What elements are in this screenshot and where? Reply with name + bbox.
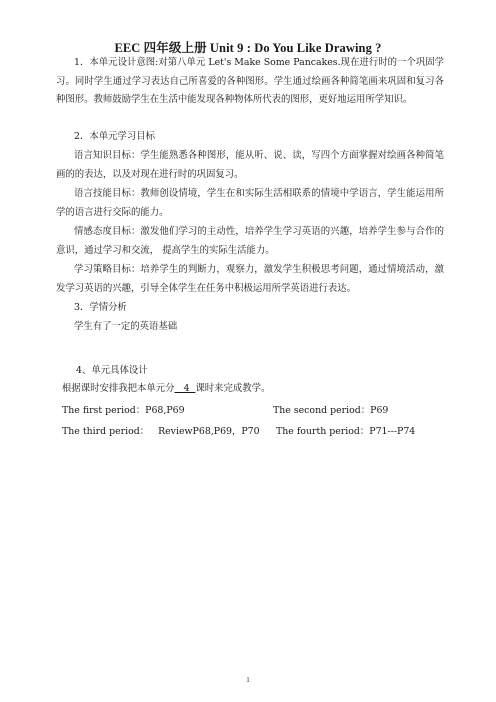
document-title: EEC 四年级上册 Unit 9 : Do You Like Drawing ? (114, 41, 382, 55)
section-heading-unit-design: 4、单元具体设计 (76, 365, 148, 376)
section-heading-objectives: 2．本单元学习目标 (74, 131, 155, 142)
lesson-plan-line (62, 382, 270, 396)
emotion-objective-paragraph: 情感态度目标：激发他们学习的主动性，培养学生学习英语的兴趣，培养学生参与合作的意识，通过学习和交流， 提高学生的实际生活能力。 (56, 226, 444, 256)
design-intent-paragraph: 1．本单元设计意图:对第八单元 Let's Make Some Pancakes.现在进行时的一个巩固学习。同时学生通过学习表达自己所喜爱的各种图形。学生通过绘画各种简笔画来巩固和复习各种图形。教师鼓励学生在生活中能发现各种物体所代表的图形，更好地运用所学知识。 (56, 57, 444, 106)
first-period: The first period：P68,P69 (62, 405, 185, 416)
second-period: The second period：P69 (273, 405, 389, 416)
analysis-paragraph: 学生有了一定的英语基础 (74, 321, 178, 332)
lesson-plan-prefix: 根据课时安排我把本单元分 (62, 383, 175, 394)
fourth-period: The fourth period：P71---P74 (276, 426, 416, 437)
lesson-plan-suffix: 课时来完成教学。 (195, 383, 271, 394)
skill-objective-paragraph: 语言技能目标：教师创设情境，学生在和实际生活相联系的情境中学语言，学生能运用所学的语言进行交际的能力。 (56, 188, 444, 218)
section-heading-analysis: 3．学情分析 (74, 302, 127, 313)
lesson-count: 4 (174, 383, 196, 394)
knowledge-objective-paragraph: 语言知识目标：学生能熟悉各种图形，能从听、说、读，写四个方面掌握对绘画各种简笔画的的表达，以及对现在进行时的巩固复习。 (56, 150, 444, 180)
strategy-objective-paragraph: 学习策略目标：培养学生的判断力，观察力，激发学生积极思考问题，通过情境活动，激发学习英语的兴趣，引导全体学生在任务中积极运用所学英语进行表达。 (56, 264, 444, 294)
page-number: 1 (246, 676, 250, 684)
third-period: The third period： ReviewP68,P69，P70 (62, 426, 260, 437)
